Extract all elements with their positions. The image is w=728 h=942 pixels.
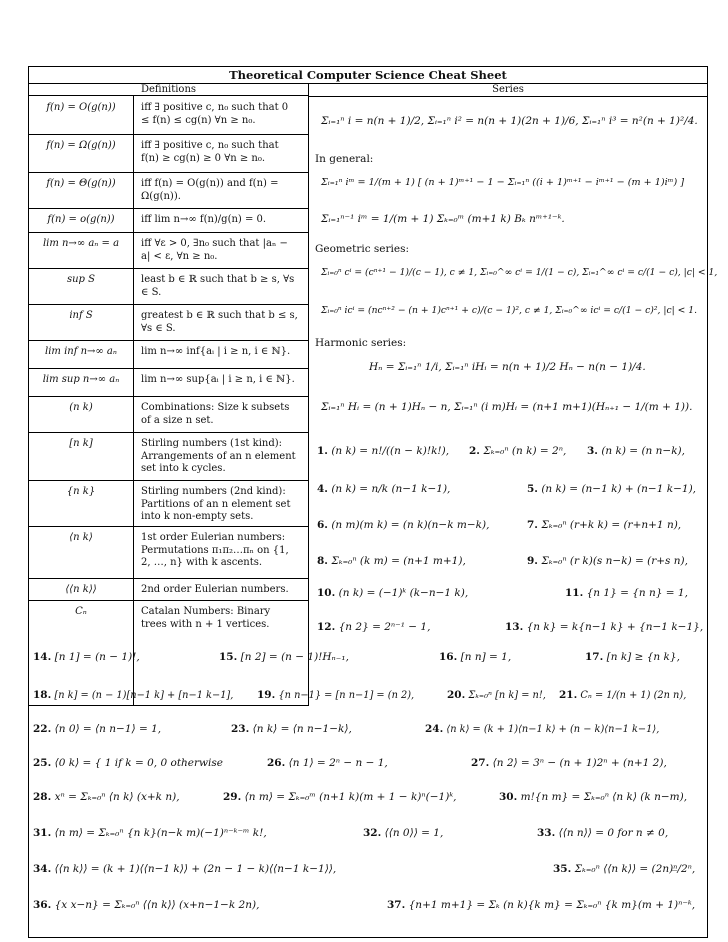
definition-term: {n k} [66,486,96,497]
identity: 1. (n k) = n!/((n − k)!k!), [317,445,450,457]
identity: 8. Σₖ₌₀ⁿ (k m) = (n+1 m+1), [317,555,466,567]
sheet-title: Theoretical Computer Science Cheat Sheet [29,67,707,84]
identity: 15. [n 2] = (n − 1)!Hₙ₋₁, [219,651,349,663]
identity: 5. (n k) = (n−1 k) + (n−1 k−1), [527,483,696,495]
definition-desc: iff f(n) = O(g(n)) and f(n) = Ω(g(n)). [141,178,279,202]
series-harmonic-label: Harmonic series: [315,337,407,349]
definition-row [29,368,308,397]
series-geometric-label: Geometric series: [315,243,410,255]
definition-row [29,96,308,135]
identity: 9. Σₖ₌₀ⁿ (r k)(s n−k) = (r+s n), [527,555,688,567]
definition-row [29,268,308,305]
series-power-sum: Σᵢ₌₁ⁿ iᵐ = 1/(m + 1) [ (n + 1)ᵐ⁺¹ − 1 − Σᵢ₌₁ⁿ ((i + 1)ᵐ⁺¹ − iᵐ⁺¹ − (m + 1)iᵐ) ] [321,177,685,188]
series-harmonic-1: Hₙ = Σᵢ₌₁ⁿ 1/i, Σᵢ₌₁ⁿ iHᵢ = n(n + 1)/2 Hₙ − n(n − 1)/4. [369,361,646,373]
series-geometric-2: Σᵢ₌₀ⁿ icⁱ = (ncⁿ⁺² − (n + 1)cⁿ⁺¹ + c)/(c − 1)², c ≠ 1, Σᵢ₌₀^∞ icⁱ = c/(1 − c)², |c| < 1. [321,305,697,316]
definition-row [29,432,308,481]
definition-row [29,480,308,527]
definition-desc: Combinations: Size k subsets of a size n set. [141,402,290,426]
definition-row [29,396,308,433]
definition-row [29,526,308,579]
identity: 24. ⟨n k⟩ = (k + 1)⟨n−1 k⟩ + (n − k)⟨n−1 k−1⟩, [425,723,660,735]
identity: 20. Σₖ₌₀ⁿ [n k] = n!, [447,689,546,701]
identity: 34. ⟨⟨n k⟩⟩ = (k + 1)⟨⟨n−1 k⟩⟩ + (2n − 1 − k)⟨⟨n−1 k−1⟩⟩, [33,863,337,875]
identity: 32. ⟨⟨n 0⟩⟩ = 1, [363,827,444,839]
identity: 4. (n k) = n/k (n−1 k−1), [317,483,451,495]
definition-row [29,232,308,269]
definition-term: [n k] [69,438,93,449]
identity: 31. ⟨n m⟩ = Σₖ₌₀ⁿ {n k}(n−k m)(−1)ⁿ⁻ᵏ⁻ᵐ k!, [33,827,267,839]
identity: 3. (n k) = (n n−k), [587,445,685,457]
identity: 10. (n k) = (−1)ᵏ (k−n−1 k), [317,587,469,599]
series-geometric-1: Σᵢ₌₀ⁿ cⁱ = (cⁿ⁺¹ − 1)/(c − 1), c ≠ 1, Σᵢ₌₀^∞ cⁱ = 1/(1 − c), Σᵢ₌₁^∞ cⁱ = c/(1 − c), |c| < 1, [321,267,718,278]
identity: 7. Σₖ₌₀ⁿ (r+k k) = (r+n+1 n), [527,519,682,531]
definition-term: lim sup n→∞ aₙ [42,374,120,385]
identity: 13. {n k} = k{n−1 k} + {n−1 k−1}, [505,621,704,633]
identity: 17. [n k] ≥ {n k}, [585,651,680,663]
identity: 12. {n 2} = 2ⁿ⁻¹ − 1, [317,621,431,633]
definition-desc: lim n→∞ inf{aᵢ | i ≥ n, i ∈ ℕ}. [141,346,291,357]
identity: 28. xⁿ = Σₖ₌₀ⁿ ⟨n k⟩ (x+k n), [33,791,180,803]
definition-term: sup S [66,274,95,285]
identity: 2. Σₖ₌₀ⁿ (n k) = 2ⁿ, [469,445,567,457]
definition-term: lim inf n→∞ aₙ [45,346,117,357]
definition-term: f(n) = Ω(g(n)) [46,140,116,151]
definition-row [29,208,308,233]
definition-desc: lim n→∞ sup{aᵢ | i ≥ n, i ∈ ℕ}. [141,374,295,385]
definition-desc: 1st order Eulerian numbers: Permutations π₁π₂…πₙ on {1, 2, …, n} with k ascents. [141,532,289,568]
identity: 33. ⟨⟨n n⟩⟩ = 0 for n ≠ 0, [537,827,669,839]
identity: 27. ⟨n 2⟩ = 3ⁿ − (n + 1)2ⁿ + (n+1 2), [471,757,667,769]
definition-desc: iff ∃ positive c, n₀ such that 0 ≤ f(n) ≤ cg(n) ∀n ≥ n₀. [141,102,289,126]
definition-row [29,304,308,341]
identity: 11. {n 1} = {n n} = 1, [565,587,688,599]
identity: 26. ⟨n 1⟩ = 2ⁿ − n − 1, [267,757,388,769]
definition-desc: Stirling numbers (2nd kind): Partitions of an n element set into k non-empty sets. [141,486,291,522]
definition-term: (n k) [69,402,93,413]
definition-desc: iff ∃ positive c, n₀ such that f(n) ≥ cg(n) ≥ 0 ∀n ≥ n₀. [141,140,279,164]
identity: 22. ⟨n 0⟩ = ⟨n n−1⟩ = 1, [33,723,162,735]
identity: 6. (n m)(m k) = (n k)(n−k m−k), [317,519,490,531]
definition-desc: Catalan Numbers: Binary trees with n + 1 vertices. [141,606,271,630]
series-harmonic-2: Σᵢ₌₁ⁿ Hᵢ = (n + 1)Hₙ − n, Σᵢ₌₁ⁿ (i m)Hᵢ = (n+1 m+1)(Hₙ₊₁ − 1/(m + 1)). [321,401,693,413]
definitions-table [29,96,309,706]
identity: 18. [n k] = (n − 1)[n−1 k] + [n−1 k−1], [33,689,234,701]
definition-term: inf S [69,310,93,321]
definition-desc: greatest b ∈ ℝ such that b ≤ s, ∀s ∈ S. [141,310,298,334]
definition-term: ⟨n k⟩ [69,532,93,543]
series-bernoulli-sum: Σᵢ₌₁ⁿ⁻¹ iᵐ = 1/(m + 1) Σₖ₌₀ᵐ (m+1 k) Bₖ nᵐ⁺¹⁻ᵏ. [321,213,565,225]
definition-row [29,340,308,369]
definition-row [29,600,308,636]
identity: 21. Cₙ = 1/(n + 1) (2n n), [559,689,687,701]
identity: 30. m!{n m} = Σₖ₌₀ⁿ ⟨n k⟩ (k n−m), [499,791,688,803]
identity: 14. [n 1] = (n − 1)!, [33,651,140,663]
identity: 16. [n n] = 1, [439,651,512,663]
identity: 29. ⟨n m⟩ = Σₖ₌₀ᵐ (n+1 k)(m + 1 − k)ⁿ(−1)ᵏ, [223,791,457,803]
definition-row [29,134,308,173]
definition-term: f(n) = O(g(n)) [46,102,116,113]
identity: 25. ⟨0 k⟩ = { 1 if k = 0, 0 otherwise [33,757,223,769]
definition-term: f(n) = o(g(n)) [47,214,115,225]
definition-term: Cₙ [75,606,87,617]
series-sums: Σᵢ₌₁ⁿ i = n(n + 1)/2, Σᵢ₌₁ⁿ i² = n(n + 1)(2n + 1)/6, Σᵢ₌₁ⁿ i³ = n²(n + 1)²/4. [321,115,698,127]
definition-desc: iff ∀ε > 0, ∃n₀ such that |aₙ − a| < ε, ∀n ≥ n₀. [141,238,288,262]
definition-desc: least b ∈ ℝ such that b ≥ s, ∀s ∈ S. [141,274,295,298]
identity: 19. {n n−1} = [n n−1] = (n 2), [257,689,415,701]
definition-desc: 2nd order Eulerian numbers. [141,584,289,595]
definition-row [29,172,308,209]
series-header: Series [309,83,707,97]
definition-term: f(n) = Θ(g(n)) [46,178,116,189]
definition-term: ⟨⟨n k⟩⟩ [65,584,97,595]
identity: 23. ⟨n k⟩ = ⟨n n−1−k⟩, [231,723,352,735]
identity: 37. {n+1 m+1} = Σₖ (n k){k m} = Σₖ₌₀ⁿ {k m}(m + 1)ⁿ⁻ᵏ, [387,899,696,911]
definition-row [29,578,308,601]
series-general-label: In general: [315,153,374,165]
identity: 36. {x x−n} = Σₖ₌₀ⁿ ⟨⟨n k⟩⟩ (x+n−1−k 2n), [33,899,260,911]
definition-term: lim n→∞ aₙ = a [42,238,120,249]
definitions-header: Definitions [29,83,309,96]
cheat-sheet [28,66,718,938]
definition-desc: iff lim n→∞ f(n)/g(n) = 0. [141,214,267,225]
identity: 35. Σₖ₌₀ⁿ ⟨⟨n k⟩⟩ = (2n)ⁿ̲/2ⁿ, [553,863,696,875]
definition-desc: Stirling numbers (1st kind): Arrangements of an n element set into k cycles. [141,438,296,474]
